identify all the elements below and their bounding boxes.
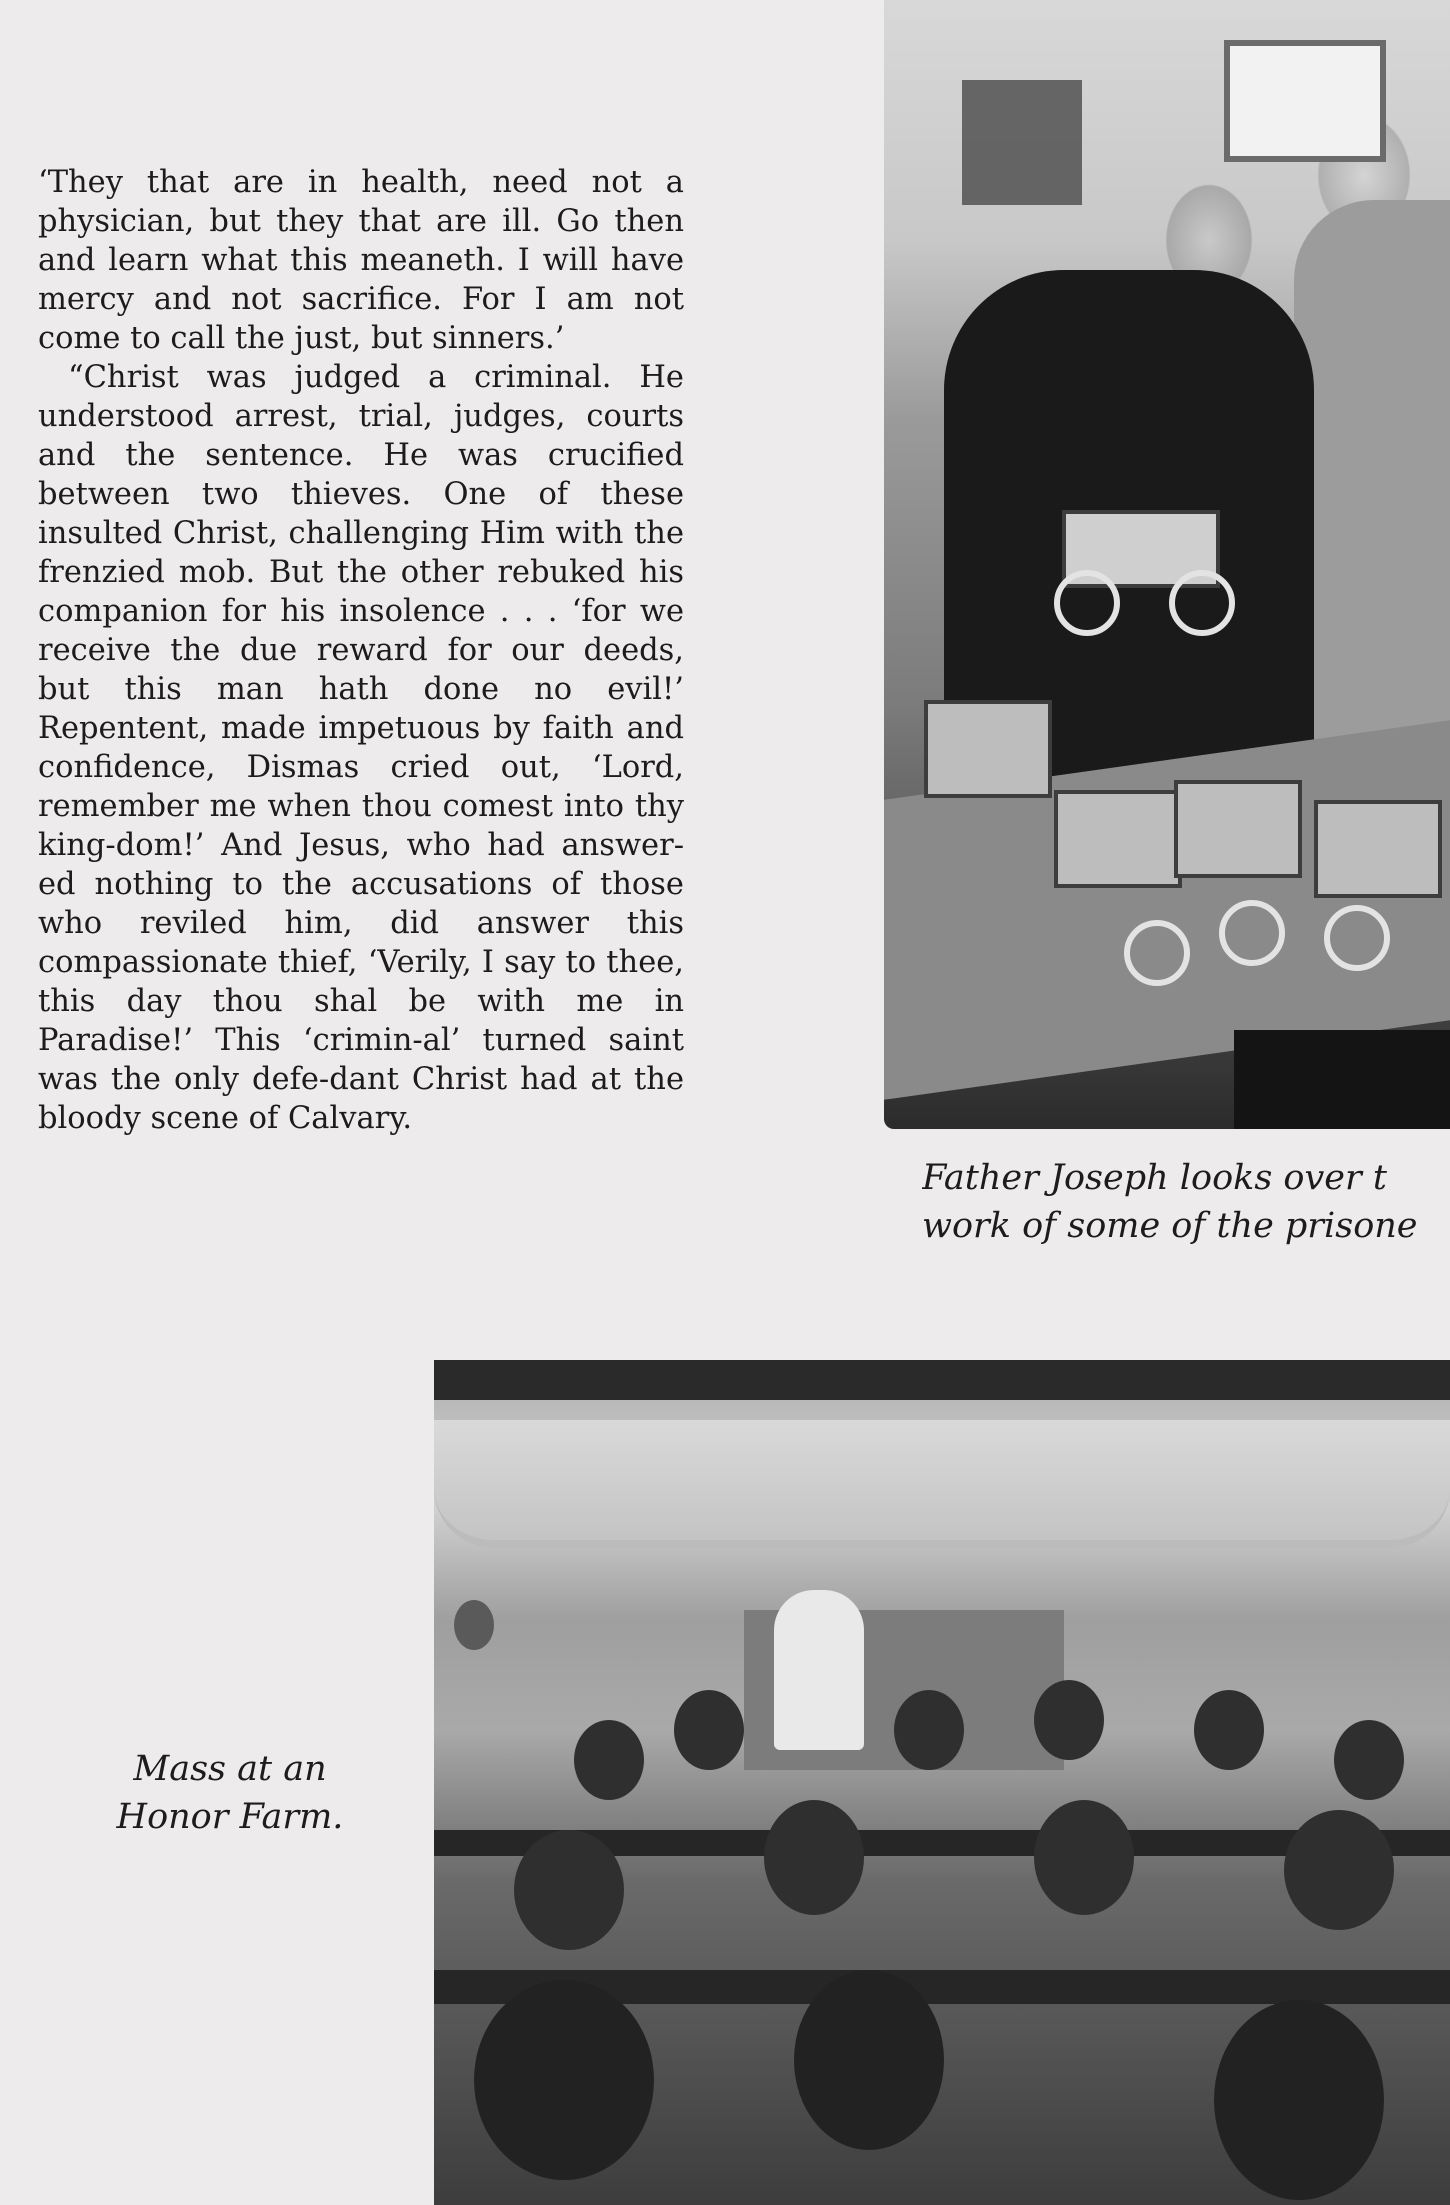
article-paragraph-1: ‘They that are in health, need not a physician, but they that are ill. Go then and learn what this meaneth. I will have mercy and not sacrifice. For I am not come to call the just, but sinners.’ [38, 165, 684, 356]
photo-head [794, 1970, 944, 2150]
photo-head [1284, 1810, 1394, 1930]
photo-head [1214, 2000, 1384, 2200]
photo-wheel [1054, 570, 1120, 636]
photo-stagecoach [1314, 800, 1442, 898]
article-paragraph-2: “Christ was judged a criminal. He understood arrest, trial, judges, courts and the sentence. He was crucified between two thieves. One of these insulted Christ, challenging Him with the frenzied mob. But the other rebuked his companion for his insolence . . . ‘for we receive the due reward for our deeds, but this man hath done no evil!’ Repentent, made impetuous by faith and confidence, Dismas cried out, ‘Lord, remember me when thou comest into thy king-dom!’ And Jesus, who had answer-ed nothing to the accusations of those who reviled him, did answer this compassionate thief, ‘Verily, I say to thee, this day thou shal be with me in Paradise!’ This ‘crimin-al’ turned saint was the only defe-dant Christ had at the bloody scene of Calvary. [38, 360, 684, 1136]
photo-mass-honor-farm [434, 1360, 1450, 2205]
caption-top-photo [922, 1154, 1450, 1250]
photo-head [1194, 1690, 1264, 1770]
photo-window [1224, 40, 1386, 162]
photo-celebrant [774, 1590, 864, 1750]
photo-wall-sign [962, 80, 1082, 205]
photo-floor [1234, 1030, 1450, 1129]
photo-curtain [434, 1420, 1450, 1548]
caption-bottom-line-1: Mass at an [133, 1749, 327, 1789]
photo-head [514, 1830, 624, 1950]
photo-wheel [1324, 905, 1390, 971]
photo-head [474, 1980, 654, 2180]
photo-wheel [1124, 920, 1190, 986]
photo-head [454, 1600, 494, 1650]
photo-stagecoach [1174, 780, 1302, 878]
article-text-column [38, 163, 684, 1138]
caption-top-line-2: work of some of the prisone [922, 1206, 1418, 1246]
photo-stagecoach [1054, 790, 1182, 888]
photo-head [764, 1800, 864, 1915]
photo-head [674, 1690, 744, 1770]
photo-head [1034, 1680, 1104, 1760]
caption-bottom-photo [100, 1745, 360, 1841]
photo-head [1334, 1720, 1404, 1800]
photo-head [1034, 1800, 1134, 1915]
photo-wheel [1219, 900, 1285, 966]
photo-stagecoach [924, 700, 1052, 798]
caption-bottom-line-2: Honor Farm. [116, 1797, 344, 1837]
caption-top-line-1: Father Joseph looks over t [922, 1158, 1387, 1198]
photo-head [574, 1720, 644, 1800]
photo-head [894, 1690, 964, 1770]
photo-wheel [1169, 570, 1235, 636]
photo-father-joseph-stagecoaches [884, 0, 1450, 1129]
